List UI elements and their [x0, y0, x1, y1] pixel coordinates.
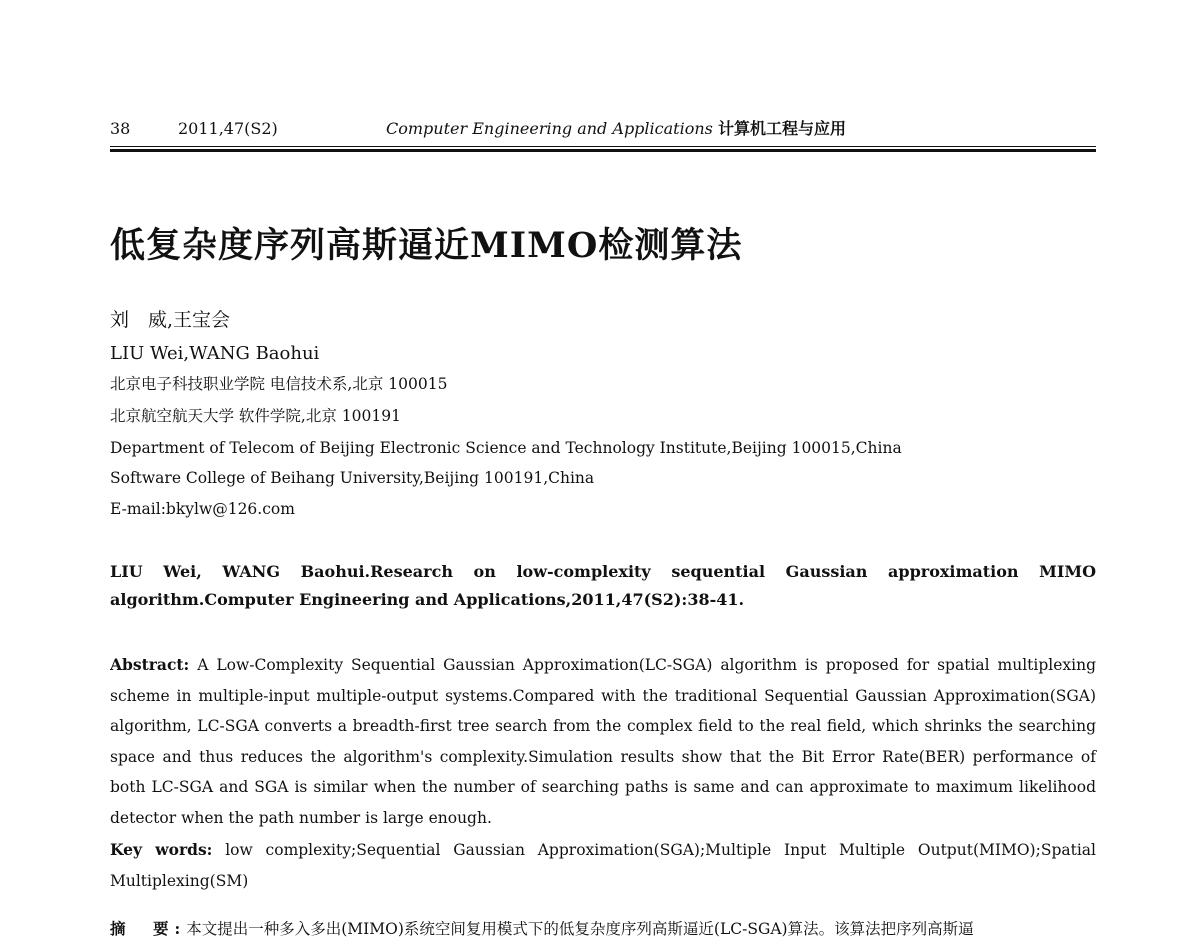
- issue-info: 2011,47(S2): [178, 119, 278, 138]
- email: E-mail:bkylw@126.com: [110, 500, 295, 518]
- cn-abstract-text: 本文提出一种多入多出(MIMO)系统空间复用模式下的低复杂度序列高斯逼近(LC-SGA)算法。该算法把序列高斯逼: [186, 920, 974, 938]
- journal-name-cn: 计算机工程与应用: [717, 119, 846, 138]
- header-rule-thick: [110, 149, 1096, 152]
- authors-en: LIU Wei,WANG Baohui: [110, 343, 320, 364]
- affiliation-2-cn: 北京航空航天大学 软件学院,北京 100191: [110, 407, 401, 425]
- abstract-text: A Low-Complexity Sequential Gaussian Approximation(LC-SGA) algorithm is proposed for spatial multiplexing scheme in multiple-input multiple-output systems.Compared with the traditional Sequential Gaussian Approximation(SGA) algorithm, LC-SGA converts a breadth-first tree search from the complex field to the real field, which shrinks the searching space and thus reduces the algorithm's complexity.Simulation results show that the Bit Error Rate(BER) performance of both LC-SGA and SGA is similar when the number of searching paths is same and can approximate to maximum likelihood detector when the path number is large enough.: [110, 656, 1097, 827]
- running-header: [110, 118, 1096, 140]
- authors-cn: 刘 威,王宝会: [110, 309, 231, 331]
- abstract: [110, 650, 1096, 833]
- keywords-label: Key words:: [110, 840, 213, 859]
- paper-title: 低复杂度序列高斯逼近MIMO检测算法: [110, 225, 743, 266]
- header-rule-thin: [110, 146, 1096, 147]
- affiliation-2-en: Software College of Beihang University,Beijing 100191,China: [110, 469, 595, 487]
- affiliation-1-en: Department of Telecom of Beijing Electronic Science and Technology Institute,Beijing 100015,China: [110, 439, 902, 457]
- citation: LIU Wei, WANG Baohui.Research on low-complexity sequential Gaussian approximation MIMO algorithm.Computer Engineering and Applications,2011,47(S2):38-41.: [110, 562, 1096, 609]
- keywords: [110, 835, 1096, 896]
- page-number: 38: [110, 119, 131, 138]
- journal-name: [386, 118, 846, 140]
- keywords-text: low complexity;Sequential Gaussian Approximation(SGA);Multiple Input Multiple Output(MIMO);Spatial Multiplexing(SM): [110, 841, 1096, 890]
- affiliation-1-cn: 北京电子科技职业学院 电信技术系,北京 100015: [110, 375, 448, 393]
- cn-abstract-label: 摘 要:: [110, 919, 187, 938]
- cn-abstract: [110, 914, 1096, 944]
- abstract-label: Abstract:: [110, 655, 190, 674]
- journal-name-en: Computer Engineering and Applications: [386, 119, 713, 138]
